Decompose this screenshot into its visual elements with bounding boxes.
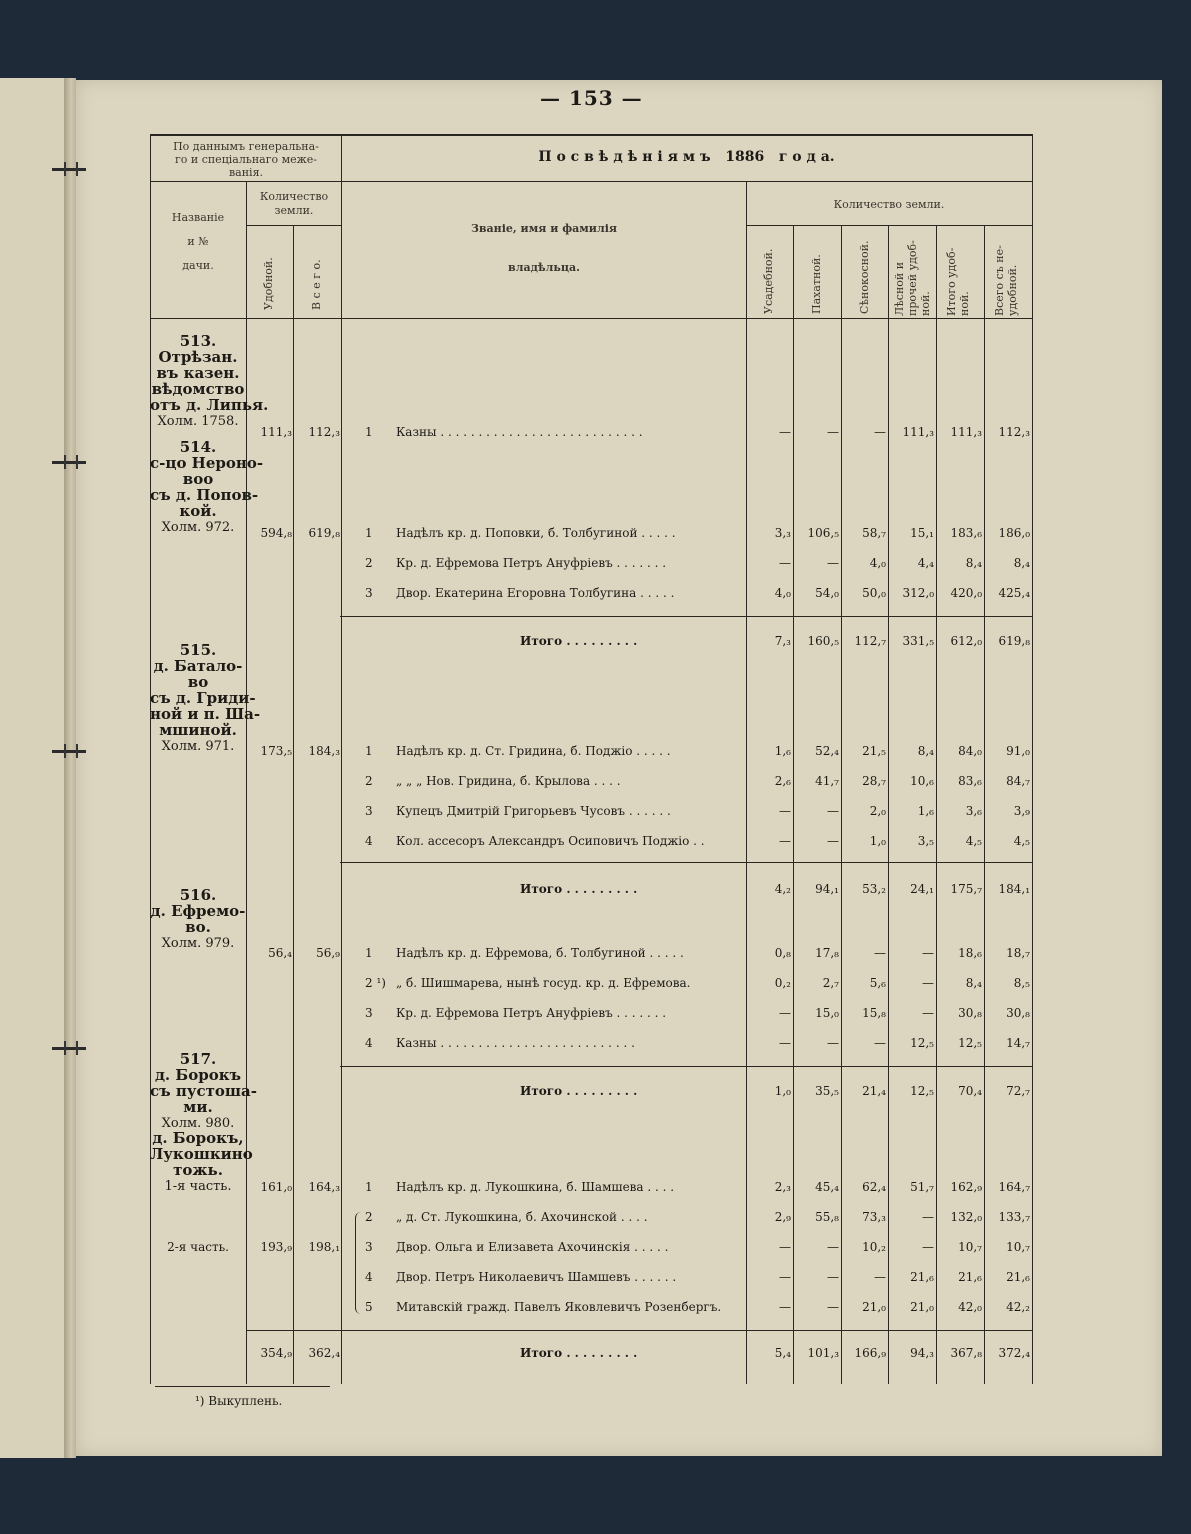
cell-lesnoy: 3,₅ [917, 834, 934, 848]
header-plot-name: Названіе и № дачи. [171, 211, 225, 272]
cell-lesnoy: 4,₄ [917, 556, 934, 570]
row-owner: „ д. Ст. Лукошкина, б. Ахочинской . . . . [396, 1210, 648, 1224]
row-owner: Кр. д. Ефремова Петръ Ануфріевъ . . . . . . . [396, 556, 667, 570]
cell-lesnoy: — [922, 1240, 934, 1254]
left-page-edge [0, 78, 66, 1458]
col-rule [150, 134, 151, 1384]
header-owner: Званіе, имя и фамилія владѣльца. [470, 222, 618, 274]
cell-lesnoy: 94,₃ [910, 1346, 934, 1360]
cell-lesnoy: 312,₀ [902, 586, 934, 600]
cell-senokosnoy: 28,₇ [862, 774, 886, 788]
row-number: 3 [365, 1006, 373, 1020]
cell-vsego-neudobnoy: 21,₆ [1006, 1270, 1030, 1284]
cell-usadebnoy: 1,₀ [774, 1084, 791, 1098]
cell-senokosnoy: — [874, 1270, 886, 1284]
cell-itogo: 4,₅ [965, 834, 982, 848]
cell-vsego-neudobnoy: 42,₂ [1006, 1300, 1030, 1314]
row-total-label: Итого . . . . . . . . . [520, 634, 638, 648]
cell-senokosnoy: 73,₃ [862, 1210, 886, 1224]
cell-lesnoy: 24,₁ [910, 882, 934, 896]
cell-itogo: 367,₈ [950, 1346, 982, 1360]
row-number: 4 [365, 1036, 373, 1050]
cell-pakhatnoy: 45,₄ [815, 1180, 839, 1194]
cell-senokosnoy: 10,₂ [862, 1240, 886, 1254]
cell-pakhatnoy: 35,₅ [815, 1084, 839, 1098]
total-rule [340, 1066, 1032, 1067]
cell-vsego: 112,₃ [308, 425, 340, 439]
cell-usadebnoy: — [779, 1300, 791, 1314]
cell-itogo: 42,₀ [958, 1300, 982, 1314]
cell-lesnoy: 21,₀ [910, 1300, 934, 1314]
cell-usadebnoy: 1,₆ [774, 744, 791, 758]
plot-517: 517. д. Борокъ съ пустоша- ми. Холм. 980. д. Борокъ, Лукошкино тожь. 1-я часть. [150, 1050, 257, 1194]
cell-senokosnoy: 2,₀ [869, 804, 886, 818]
binding-staple [52, 1047, 86, 1050]
cell-senokosnoy: — [874, 946, 886, 960]
cell-udobnoy: 111,₃ [260, 425, 292, 439]
cell-itogo: 111,₃ [950, 425, 982, 439]
cell-pakhatnoy: 17,₈ [815, 946, 839, 960]
cell-pakhatnoy: — [827, 425, 839, 439]
cell-usadebnoy: 4,₂ [774, 882, 791, 896]
cell-itogo: 162,₉ [950, 1180, 982, 1194]
cell-vsego: 362,₄ [308, 1346, 340, 1360]
total-rule [246, 1330, 1032, 1331]
row-owner: Казны . . . . . . . . . . . . . . . . . . . . . . . . . . [396, 1036, 635, 1050]
table-top-rule [150, 134, 1032, 136]
cell-itogo: 10,₇ [958, 1240, 982, 1254]
cell-senokosnoy: 112,₇ [854, 634, 886, 648]
total-rule [340, 616, 1032, 617]
book-spine [64, 78, 76, 1458]
cell-vsego: 619,₈ [308, 526, 340, 540]
plot-514: 514. с-цо Нероно- воо съ д. Попов- кой. Холм. 972. [150, 438, 264, 535]
cell-itogo: 420,₀ [950, 586, 982, 600]
cell-udobnoy: 193,₉ [260, 1240, 292, 1254]
col-rule [293, 225, 294, 1384]
cell-pakhatnoy: 160,₅ [807, 634, 839, 648]
cell-itogo: 175,₇ [950, 882, 982, 896]
cell-pakhatnoy: — [827, 834, 839, 848]
header-qty-left: Количество земли. [259, 190, 329, 217]
cell-vsego-neudobnoy: 164,₇ [998, 1180, 1030, 1194]
row-owner: Надѣлъ кр. д. Ст. Гридина, б. Поджіо . . . . . [396, 744, 671, 758]
cell-usadebnoy: — [779, 556, 791, 570]
cell-pakhatnoy: 101,₃ [807, 1346, 839, 1360]
cell-lesnoy: 111,₃ [902, 425, 934, 439]
cell-usadebnoy: 2,₆ [774, 774, 791, 788]
cell-senokosnoy: 15,₈ [862, 1006, 886, 1020]
row-owner: Двор. Ольга и Елизавета Ахочинскія . . . . . [396, 1240, 669, 1254]
row-owner: Двор. Петръ Николаевичъ Шамшевъ . . . . . . [396, 1270, 677, 1284]
cell-itogo: 183,₆ [950, 526, 982, 540]
header-vsego: В с е г о. [310, 259, 323, 310]
cell-pakhatnoy: 55,₈ [815, 1210, 839, 1224]
cell-itogo: 612,₀ [950, 634, 982, 648]
page-number: — 153 — [540, 86, 643, 110]
footnote-rule [155, 1386, 330, 1387]
cell-vsego-neudobnoy: 425,₄ [998, 586, 1030, 600]
cell-vsego-neudobnoy: 372,₄ [998, 1346, 1030, 1360]
total-rule [340, 862, 1032, 863]
header-pakhatnoy: Пахатной. [810, 254, 823, 314]
cell-vsego-neudobnoy: 8,₅ [1013, 976, 1030, 990]
cell-vsego: 184,₃ [308, 744, 340, 758]
cell-itogo: 8,₄ [965, 976, 982, 990]
cell-usadebnoy: — [779, 1270, 791, 1284]
cell-usadebnoy: — [779, 804, 791, 818]
cell-lesnoy: 10,₆ [910, 774, 934, 788]
cell-itogo: 30,₈ [958, 1006, 982, 1020]
row-owner: Надѣлъ кр. д. Поповки, б. Толбугиной . . . . . [396, 526, 676, 540]
header-itogo: Итого удоб- ной. [945, 247, 971, 316]
cell-vsego-neudobnoy: 186,₀ [998, 526, 1030, 540]
row-owner: Купецъ Дмитрій Григорьевъ Чусовъ . . . . . . [396, 804, 671, 818]
cell-usadebnoy: — [779, 425, 791, 439]
cell-senokosnoy: 5,₆ [869, 976, 886, 990]
cell-pakhatnoy: — [827, 1036, 839, 1050]
cell-pakhatnoy: 54,₀ [815, 586, 839, 600]
cell-senokosnoy: 21,₀ [862, 1300, 886, 1314]
plot-513: 513. Отрѣзан. въ казен. вѣдомство отъ д. Липья. Холм. 1758. [150, 332, 269, 429]
binding-staple [52, 461, 86, 464]
cell-udobnoy: 354,₉ [260, 1346, 292, 1360]
header-survey-title: По даннымъ генеральна- го и спеціальнаго меже- ванія. [173, 140, 319, 179]
header-udobnoy: Удобной. [262, 257, 275, 310]
cell-lesnoy: 331,₅ [902, 634, 934, 648]
cell-senokosnoy: 21,₄ [862, 1084, 886, 1098]
cell-senokosnoy: 4,₀ [869, 556, 886, 570]
row-owner: Надѣлъ кр. д. Лукошкина, б. Шамшева . . . . [396, 1180, 675, 1194]
cell-vsego-neudobnoy: 30,₈ [1006, 1006, 1030, 1020]
cell-lesnoy: 12,₅ [910, 1036, 934, 1050]
cell-vsego-neudobnoy: 133,₇ [998, 1210, 1030, 1224]
row-number: 2 [365, 1210, 373, 1224]
cell-vsego-neudobnoy: 72,₇ [1006, 1084, 1030, 1098]
header-lesnoy: Лѣсной и прочей удоб- ной. [893, 240, 932, 316]
cell-vsego: 198,₁ [308, 1240, 340, 1254]
cell-vsego-neudobnoy: 619,₈ [998, 634, 1030, 648]
row-number: 5 [365, 1300, 373, 1314]
cell-lesnoy: 15,₁ [910, 526, 934, 540]
cell-lesnoy: 8,₄ [917, 744, 934, 758]
row-owner: Надѣлъ кр. д. Ефремова, б. Толбугиной . . . . . [396, 946, 684, 960]
cell-usadebnoy: — [779, 1006, 791, 1020]
row-number: 3 [365, 804, 373, 818]
plot-516: 516. д. Ефремо- во. Холм. 979. [150, 886, 246, 951]
row-owner: Двор. Екатерина Егоровна Толбугина . . . . . [396, 586, 675, 600]
cell-itogo: 12,₅ [958, 1036, 982, 1050]
binding-staple [52, 750, 86, 753]
cell-usadebnoy: 3,₃ [774, 526, 791, 540]
cell-usadebnoy: — [779, 834, 791, 848]
cell-usadebnoy: — [779, 1036, 791, 1050]
row-number: 1 [365, 1180, 373, 1194]
row-number: 4 [365, 834, 373, 848]
cell-itogo: 84,₀ [958, 744, 982, 758]
cell-udobnoy: 161,₀ [260, 1180, 292, 1194]
cell-itogo: 83,₆ [958, 774, 982, 788]
cell-lesnoy: 1,₆ [917, 804, 934, 818]
row-owner: Митавскій гражд. Павелъ Яковлевичъ Розенбергъ. [396, 1300, 722, 1314]
cell-usadebnoy: 0,₈ [774, 946, 791, 960]
cell-lesnoy: — [922, 1210, 934, 1224]
cell-vsego-neudobnoy: 3,₉ [1013, 804, 1030, 818]
cell-itogo: 3,₆ [965, 804, 982, 818]
cell-itogo: 18,₆ [958, 946, 982, 960]
cell-udobnoy: 594,₈ [260, 526, 292, 540]
cell-vsego-neudobnoy: 91,₀ [1006, 744, 1030, 758]
col-rule [246, 181, 247, 1384]
cell-udobnoy: 56,₄ [268, 946, 292, 960]
header-usadebnoy: Усадебной. [762, 248, 775, 314]
header-rule [150, 181, 1032, 182]
cell-lesnoy: — [922, 946, 934, 960]
cell-itogo: 21,₆ [958, 1270, 982, 1284]
row-number: 2 ¹) [365, 976, 386, 990]
cell-lesnoy: 51,₇ [910, 1180, 934, 1194]
cell-pakhatnoy: 52,₄ [815, 744, 839, 758]
plot-515: 515. д. Батало- во съ д. Гриди- ной и п. Ша- мшиной. Холм. 971. [150, 641, 261, 754]
cell-vsego-neudobnoy: 14,₇ [1006, 1036, 1030, 1050]
header-vsego-neudobnoy: Всего съ не- удобной. [993, 245, 1019, 316]
cell-itogo: 70,₄ [958, 1084, 982, 1098]
row-total-label: Итого . . . . . . . . . [520, 1346, 638, 1360]
cell-usadebnoy: 2,₃ [774, 1180, 791, 1194]
cell-udobnoy: 173,₅ [260, 744, 292, 758]
cell-senokosnoy: 62,₄ [862, 1180, 886, 1194]
cell-vsego-neudobnoy: 10,₇ [1006, 1240, 1030, 1254]
cell-lesnoy: 12,₅ [910, 1084, 934, 1098]
cell-senokosnoy: 1,₀ [869, 834, 886, 848]
cell-vsego: 164,₃ [308, 1180, 340, 1194]
header-senokosnoy: Сѣнокосной. [858, 240, 871, 314]
cell-vsego: 56,₉ [316, 946, 340, 960]
grouping-bracket [355, 1212, 364, 1314]
header-bottom-rule [150, 318, 1032, 319]
cell-pakhatnoy: 94,₁ [815, 882, 839, 896]
cell-pakhatnoy: — [827, 1270, 839, 1284]
header-rule [246, 225, 342, 226]
cell-usadebnoy: — [779, 1240, 791, 1254]
header-qty-right: Количество земли. [833, 198, 945, 211]
cell-vsego-neudobnoy: 4,₅ [1013, 834, 1030, 848]
header-rule [746, 225, 1032, 226]
row-number: 3 [365, 1240, 373, 1254]
cell-itogo: 8,₄ [965, 556, 982, 570]
cell-senokosnoy: — [874, 425, 886, 439]
row-number: 4 [365, 1270, 373, 1284]
row-number: 1 [365, 526, 373, 540]
cell-vsego-neudobnoy: 184,₁ [998, 882, 1030, 896]
row-number: 1 [365, 744, 373, 758]
cell-itogo: 132,₀ [950, 1210, 982, 1224]
cell-usadebnoy: 4,₀ [774, 586, 791, 600]
cell-lesnoy: — [922, 1006, 934, 1020]
cell-senokosnoy: — [874, 1036, 886, 1050]
cell-senokosnoy: 50,₀ [862, 586, 886, 600]
row-owner: Кр. д. Ефремова Петръ Ануфріевъ . . . . . . . [396, 1006, 667, 1020]
plot-part-label: 2-я часть. [167, 1240, 229, 1254]
col-rule [341, 134, 342, 1384]
row-number: 2 [365, 556, 373, 570]
row-owner: Кол. ассесоръ Александръ Осиповичъ Поджіо . . [396, 834, 705, 848]
row-owner: „ б. Шишмарева, нынѣ госуд. кр. д. Ефремова. [396, 976, 691, 990]
row-number: 1 [365, 946, 373, 960]
cell-pakhatnoy: — [827, 556, 839, 570]
cell-vsego-neudobnoy: 18,₇ [1006, 946, 1030, 960]
cell-senokosnoy: 166,₉ [854, 1346, 886, 1360]
cell-lesnoy: — [922, 976, 934, 990]
cell-pakhatnoy: 41,₇ [815, 774, 839, 788]
row-number: 2 [365, 774, 373, 788]
cell-pakhatnoy: — [827, 1300, 839, 1314]
cell-usadebnoy: 0,₂ [774, 976, 791, 990]
cell-pakhatnoy: 2,₇ [822, 976, 839, 990]
cell-pakhatnoy: 15,₀ [815, 1006, 839, 1020]
row-total-label: Итого . . . . . . . . . [520, 1084, 638, 1098]
cell-senokosnoy: 53,₂ [862, 882, 886, 896]
cell-senokosnoy: 21,₅ [862, 744, 886, 758]
cell-usadebnoy: 2,₉ [774, 1210, 791, 1224]
cell-vsego-neudobnoy: 112,₃ [998, 425, 1030, 439]
cell-senokosnoy: 58,₇ [862, 526, 886, 540]
header-1886-title: П о с в ѣ д ѣ н і я м ъ 1886 г о д а. [538, 149, 835, 165]
cell-vsego-neudobnoy: 84,₇ [1006, 774, 1030, 788]
cell-pakhatnoy: — [827, 1240, 839, 1254]
binding-staple [52, 168, 86, 171]
col-rule [1032, 134, 1033, 1384]
cell-pakhatnoy: 106,₅ [807, 526, 839, 540]
cell-pakhatnoy: — [827, 804, 839, 818]
cell-lesnoy: 21,₆ [910, 1270, 934, 1284]
row-number: 1 [365, 425, 373, 439]
footnote: ¹) Выкуплень. [195, 1394, 283, 1408]
row-total-label: Итого . . . . . . . . . [520, 882, 638, 896]
cell-vsego-neudobnoy: 8,₄ [1013, 556, 1030, 570]
cell-usadebnoy: 5,₄ [774, 1346, 791, 1360]
row-number: 3 [365, 586, 373, 600]
row-owner: Казны . . . . . . . . . . . . . . . . . . . . . . . . . . . [396, 425, 643, 439]
row-owner: „ „ „ Нов. Гридина, б. Крылова . . . . [396, 774, 621, 788]
cell-usadebnoy: 7,₃ [774, 634, 791, 648]
